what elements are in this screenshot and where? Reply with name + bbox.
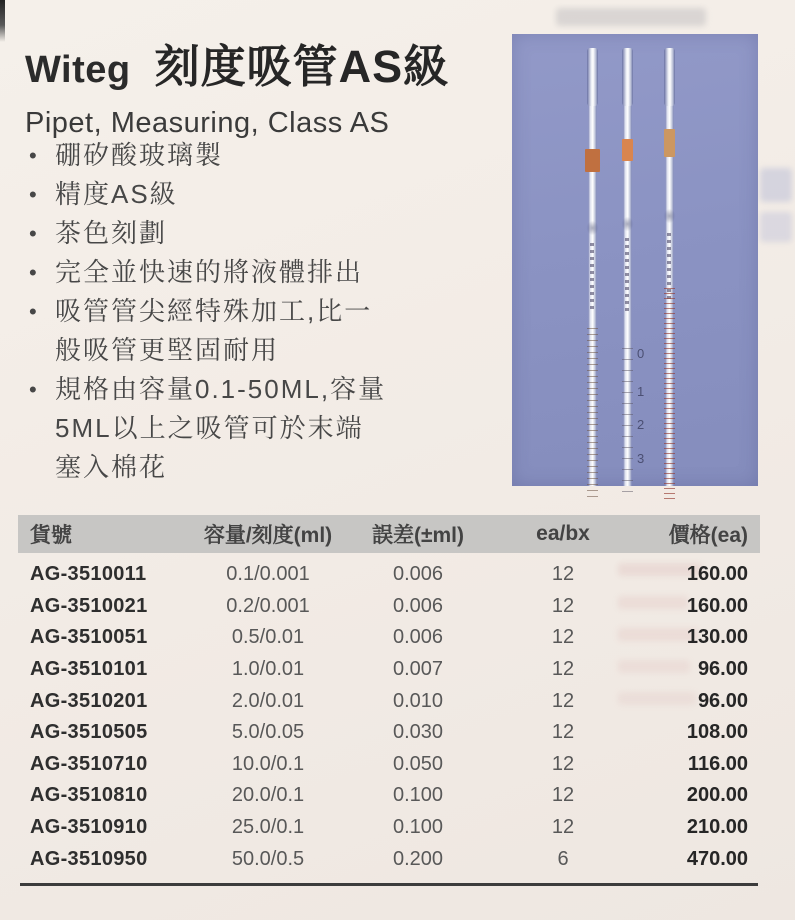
pipette-constriction: [586, 220, 599, 236]
printed-scale-text: [625, 238, 629, 313]
feature-item: • 吸管管尖經特殊加工,比一: [25, 292, 500, 331]
cell-code: AG-3510051: [30, 626, 148, 649]
graduation-number: 2: [637, 417, 645, 432]
feature-item-continuation: 塞入棉花: [55, 452, 168, 482]
cell-capacity: 50.0/0.5: [231, 847, 305, 870]
graduation-number: 0: [637, 346, 645, 361]
cell-price: 96.00: [697, 658, 748, 681]
cell-price: 116.00: [687, 752, 748, 775]
cell-ea-bx: 12: [551, 721, 575, 744]
graduation-number: 1: [637, 384, 645, 399]
cell-error: 0.007: [392, 658, 444, 681]
printed-scale-text: [590, 243, 594, 313]
color-code-band: [664, 129, 675, 157]
cell-price: 210.00: [686, 816, 748, 839]
scan-edge-artifact: [0, 0, 5, 42]
pipette-left: [588, 48, 597, 486]
color-code-band: [585, 149, 600, 172]
table-row: [18, 780, 760, 812]
product-subtitle-en: Pipet, Measuring, Class AS: [25, 107, 390, 139]
graduation-number: 3: [637, 451, 645, 466]
feature-item: • 精度AS級: [25, 175, 500, 214]
cell-code: AG-3510011: [30, 563, 147, 586]
bleed-through-artifact: [760, 212, 792, 242]
feature-item: • 規格由容量0.1-50ML,容量: [25, 370, 500, 409]
cell-error: 0.006: [392, 594, 444, 617]
cell-price: 96.00: [697, 689, 748, 712]
graduation-marks: [587, 328, 598, 500]
cell-ea-bx: 12: [551, 594, 575, 617]
col-header-code: 貨號: [30, 524, 72, 547]
cell-ea-bx: 12: [551, 658, 575, 681]
cell-error: 0.006: [392, 563, 444, 586]
cell-capacity: 1.0/0.01: [231, 658, 305, 681]
cell-code: AG-3510950: [30, 847, 148, 870]
cell-error: 0.006: [392, 626, 444, 649]
cell-error: 0.030: [392, 721, 444, 744]
table-row: [18, 622, 760, 654]
cell-code: AG-3510201: [30, 689, 148, 712]
col-header-price: 價格(ea): [668, 524, 748, 547]
feature-item: • 硼矽酸玻璃製: [25, 136, 500, 175]
cell-code: AG-3510021: [30, 594, 148, 617]
cell-error: 0.010: [392, 689, 444, 712]
pipette-middle: [623, 48, 632, 486]
cell-capacity: 0.2/0.001: [226, 594, 310, 617]
cell-code: AG-3510505: [30, 721, 148, 744]
cell-price: 200.00: [686, 784, 748, 807]
cell-ea-bx: 12: [551, 626, 575, 649]
table-row: [18, 749, 760, 781]
pipette-mouth: [622, 48, 633, 106]
cell-ea-bx: 12: [551, 752, 575, 775]
table-header-row: [18, 515, 760, 553]
cell-price: 130.00: [686, 626, 748, 649]
pipette-constriction: [621, 216, 634, 232]
col-header-error: 誤差(±ml): [371, 524, 465, 547]
cell-price: 160.00: [686, 594, 748, 617]
cell-error: 0.100: [392, 816, 444, 839]
brand-name: Witeg: [25, 49, 131, 91]
feature-item-continuation: 5ML以上之吸管可於末端: [55, 413, 364, 443]
table-row: [18, 717, 760, 749]
cell-code: AG-3510710: [30, 752, 148, 775]
cell-error: 0.050: [392, 752, 444, 775]
table-row: [18, 843, 760, 875]
cell-capacity: 0.1/0.001: [226, 563, 310, 586]
pipette-mouth: [664, 48, 675, 106]
col-header-capacity: 容量/刻度(ml): [203, 524, 333, 547]
col-header-ea-bx: ea/bx: [536, 522, 590, 545]
cell-code: AG-3510810: [30, 784, 148, 807]
table-row: [18, 654, 760, 686]
table-body: [18, 553, 760, 875]
cell-capacity: 2.0/0.01: [231, 689, 305, 712]
cell-error: 0.200: [392, 847, 444, 870]
table-row: [18, 559, 760, 591]
cell-capacity: 25.0/0.1: [231, 816, 305, 839]
cell-capacity: 20.0/0.1: [231, 784, 305, 807]
cell-ea-bx: 12: [551, 689, 575, 712]
pipette-mouth: [587, 48, 598, 106]
cell-price: 470.00: [686, 847, 748, 870]
cell-capacity: 10.0/0.1: [231, 752, 305, 775]
cell-ea-bx: 6: [557, 847, 569, 870]
bleed-through-artifact: [760, 168, 792, 202]
color-code-band: [622, 139, 633, 161]
bleed-through-artifact: [556, 8, 706, 26]
product-photo: [512, 34, 758, 486]
cell-price: 160.00: [686, 563, 748, 586]
page-header: [25, 30, 505, 140]
feature-list: [25, 136, 500, 487]
cell-ea-bx: 12: [551, 563, 575, 586]
cell-capacity: 5.0/0.05: [231, 721, 305, 744]
table-row: [18, 685, 760, 717]
cell-code: AG-3510101: [30, 658, 148, 681]
cell-ea-bx: 12: [551, 784, 575, 807]
table-row: [18, 812, 760, 844]
cell-error: 0.100: [392, 784, 444, 807]
product-title-zh: 刻度吸管AS級: [154, 41, 450, 92]
page-title: [25, 30, 505, 95]
product-table: [18, 515, 760, 886]
graduation-marks: [664, 288, 675, 500]
pipette-right: [665, 48, 674, 486]
cell-ea-bx: 12: [551, 816, 575, 839]
pipette-constriction: [663, 208, 676, 224]
cell-code: AG-3510910: [30, 816, 148, 839]
feature-item: • 完全並快速的將液體排出: [25, 253, 500, 292]
feature-item-continuation: 般吸管更堅固耐用: [55, 335, 280, 365]
graduation-marks: [622, 348, 633, 500]
feature-item: • 茶色刻劃: [25, 214, 500, 253]
table-row: [18, 591, 760, 623]
cell-price: 108.00: [686, 721, 748, 744]
cell-capacity: 0.5/0.01: [231, 626, 305, 649]
table-bottom-rule: [20, 883, 758, 886]
